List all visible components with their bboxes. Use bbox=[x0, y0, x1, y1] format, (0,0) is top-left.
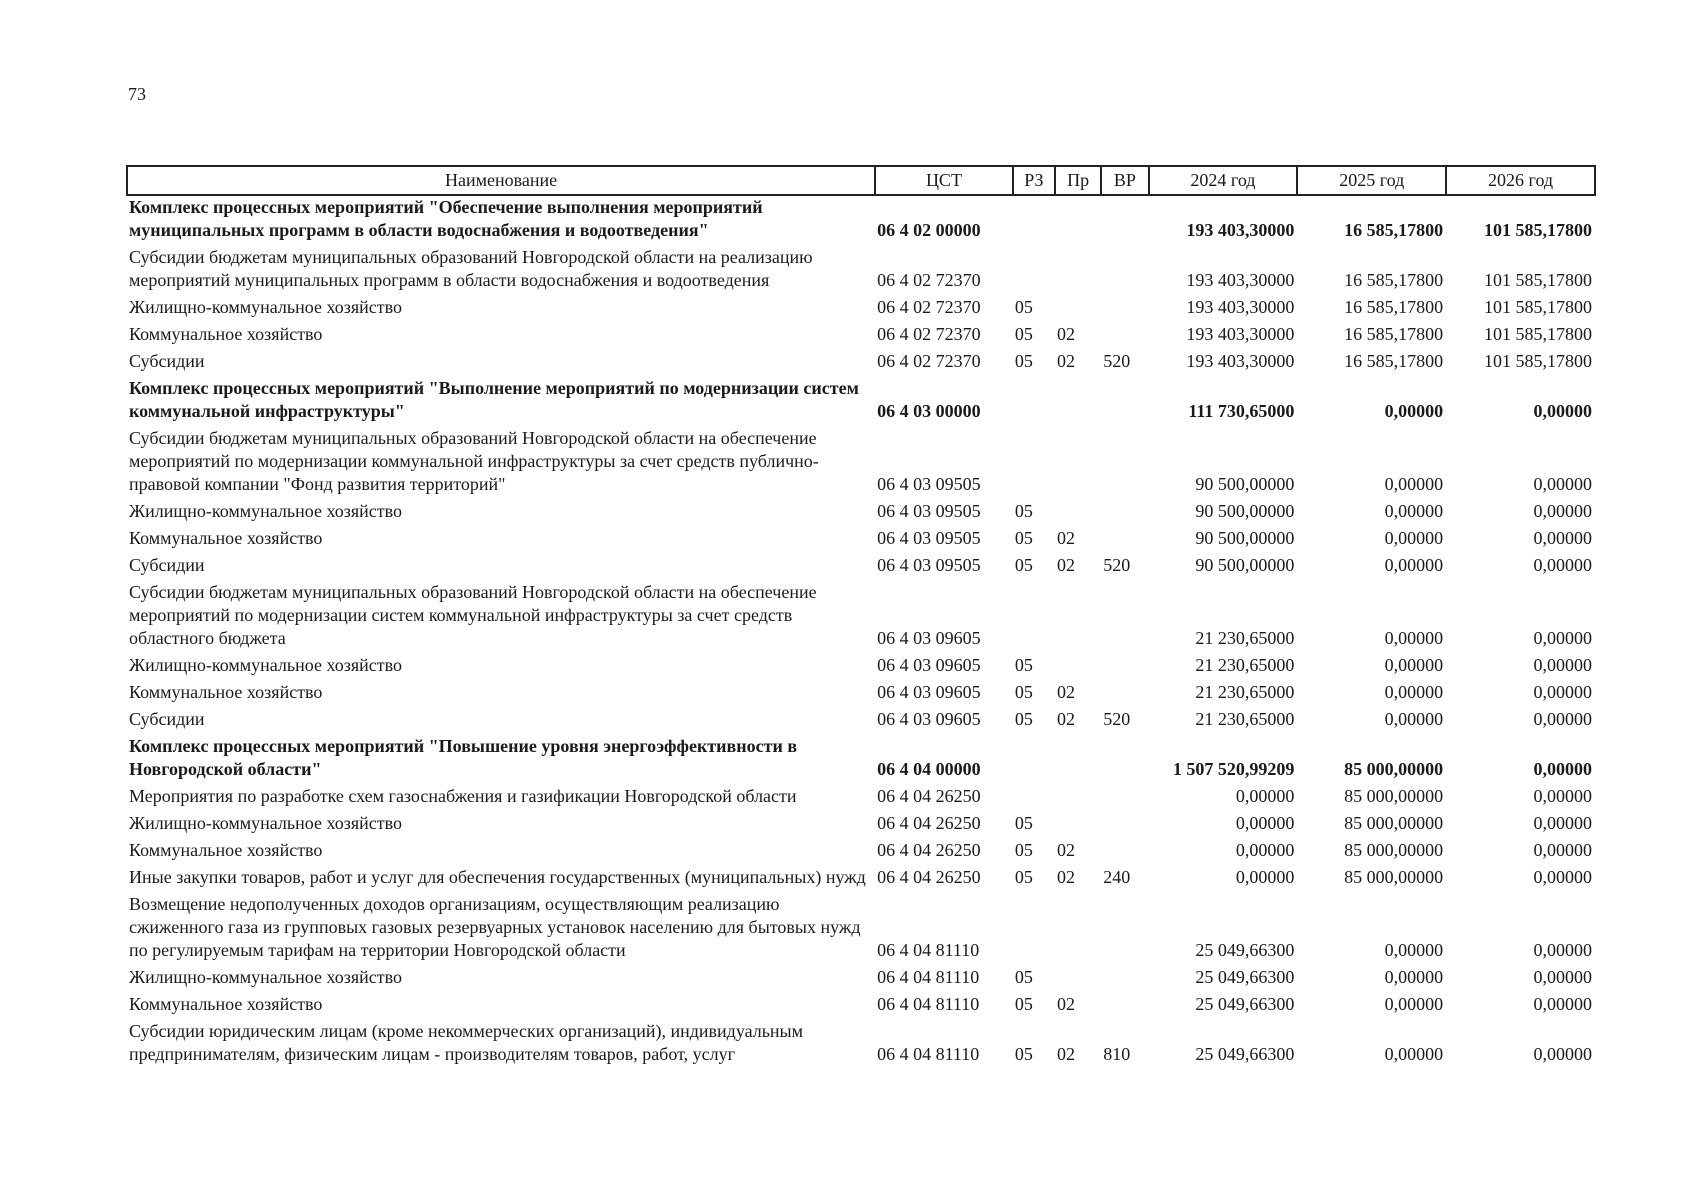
table-row bbox=[127, 427, 1595, 500]
cell-2024: 21 230,65000 bbox=[1195, 709, 1295, 729]
cell-2025: 0,00000 bbox=[1384, 401, 1444, 421]
cell-2025: 16 585,17800 bbox=[1344, 351, 1444, 371]
cell-vr: 520 bbox=[1103, 555, 1131, 575]
cell-vr bbox=[1101, 681, 1148, 708]
table-row bbox=[127, 708, 1595, 735]
cell-cst: 06 4 04 26250 bbox=[877, 867, 981, 887]
cell-cst: 06 4 03 00000 bbox=[877, 401, 981, 421]
cell-2026: 0,00000 bbox=[1533, 1044, 1592, 1064]
cell-2025: 16 585,17800 bbox=[1344, 220, 1444, 240]
cell-cst: 06 4 03 09605 bbox=[877, 628, 981, 648]
cell-rz: 05 bbox=[1014, 1044, 1033, 1064]
cell-pr: 02 bbox=[1057, 709, 1076, 729]
cell-vr bbox=[1101, 839, 1148, 866]
cell-2026: 0,00000 bbox=[1533, 709, 1592, 729]
cell-name: Коммунальное хозяйство bbox=[129, 840, 323, 860]
cell-name: Коммунальное хозяйство bbox=[129, 324, 323, 344]
cell-2024: 90 500,00000 bbox=[1195, 555, 1295, 575]
cell-2026: 0,00000 bbox=[1533, 528, 1592, 548]
cell-2026: 0,00000 bbox=[1533, 555, 1592, 575]
cell-rz bbox=[1013, 427, 1055, 500]
cell-vr bbox=[1101, 654, 1148, 681]
table-row bbox=[127, 500, 1595, 527]
cell-cst: 06 4 04 81110 bbox=[877, 967, 980, 987]
cell-vr bbox=[1101, 323, 1148, 350]
cell-2025: 16 585,17800 bbox=[1344, 297, 1444, 317]
cell-pr bbox=[1055, 427, 1101, 500]
cell-rz: 05 bbox=[1014, 682, 1033, 702]
cell-2025: 0,00000 bbox=[1384, 967, 1444, 987]
cell-2024: 90 500,00000 bbox=[1195, 528, 1295, 548]
cell-rz bbox=[1013, 785, 1055, 812]
cell-2026: 101 585,17800 bbox=[1484, 351, 1592, 371]
cell-rz: 05 bbox=[1014, 967, 1033, 987]
cell-pr bbox=[1055, 785, 1101, 812]
cell-2026: 0,00000 bbox=[1533, 474, 1592, 494]
cell-name: Жилищно-коммунальное хозяйство bbox=[129, 967, 403, 987]
cell-2024: 193 403,30000 bbox=[1186, 297, 1295, 317]
cell-2026: 0,00000 bbox=[1533, 759, 1592, 779]
cell-name: Комплекс процессных мероприятий "Выполнение мероприятий по модернизации систем коммунальной инфраструктуры" bbox=[129, 378, 859, 421]
cell-pr: 02 bbox=[1057, 840, 1076, 860]
cell-vr bbox=[1101, 785, 1148, 812]
cell-2026: 0,00000 bbox=[1533, 628, 1592, 648]
cell-cst: 06 4 03 09505 bbox=[877, 501, 981, 521]
cell-pr bbox=[1055, 812, 1101, 839]
cell-2025: 0,00000 bbox=[1384, 682, 1444, 702]
cell-2024: 111 730,65000 bbox=[1188, 401, 1295, 421]
header-pr: Пр bbox=[1055, 166, 1101, 195]
cell-vr bbox=[1101, 812, 1148, 839]
table-row bbox=[127, 993, 1595, 1020]
cell-rz: 05 bbox=[1014, 351, 1033, 371]
cell-rz bbox=[1013, 893, 1055, 966]
cell-name: Субсидии bbox=[129, 555, 205, 575]
cell-pr: 02 bbox=[1057, 867, 1076, 887]
cell-2026: 0,00000 bbox=[1533, 501, 1592, 521]
cell-cst: 06 4 03 09605 bbox=[877, 682, 981, 702]
cell-name: Жилищно-коммунальное хозяйство bbox=[129, 501, 403, 521]
cell-2024: 193 403,30000 bbox=[1186, 270, 1295, 290]
cell-2024: 0,00000 bbox=[1235, 786, 1295, 806]
table-row-total bbox=[127, 195, 1595, 246]
cell-name: Субсидии бюджетам муниципальных образований Новгородской области на обеспечение мероприятий по модернизации систем коммунальной инфраструктуры за счет средств областного бюджета bbox=[129, 582, 817, 648]
cell-name: Субсидии bbox=[129, 709, 205, 729]
header-2026: 2026 год bbox=[1446, 166, 1595, 195]
table-row bbox=[127, 866, 1595, 893]
cell-vr bbox=[1101, 735, 1148, 785]
cell-2025: 0,00000 bbox=[1384, 940, 1444, 960]
cell-pr bbox=[1055, 377, 1101, 427]
cell-cst: 06 4 04 26250 bbox=[877, 840, 981, 860]
table-header bbox=[127, 166, 1595, 195]
cell-cst: 06 4 03 09505 bbox=[877, 528, 981, 548]
cell-cst: 06 4 04 26250 bbox=[877, 786, 981, 806]
cell-2026: 0,00000 bbox=[1533, 840, 1592, 860]
table-row bbox=[127, 323, 1595, 350]
cell-vr bbox=[1101, 993, 1148, 1020]
table-row bbox=[127, 893, 1595, 966]
cell-rz: 05 bbox=[1014, 555, 1033, 575]
cell-pr bbox=[1055, 966, 1101, 993]
cell-pr bbox=[1055, 735, 1101, 785]
table-row-total bbox=[127, 377, 1595, 427]
cell-2026: 0,00000 bbox=[1533, 786, 1592, 806]
cell-pr: 02 bbox=[1057, 555, 1076, 575]
cell-rz: 05 bbox=[1014, 501, 1033, 521]
table-row bbox=[127, 785, 1595, 812]
cell-2024: 25 049,66300 bbox=[1195, 940, 1295, 960]
cell-cst: 06 4 02 72370 bbox=[877, 324, 981, 344]
cell-2025: 16 585,17800 bbox=[1344, 324, 1444, 344]
cell-vr bbox=[1101, 296, 1148, 323]
table-row bbox=[127, 246, 1595, 296]
cell-2025: 0,00000 bbox=[1384, 501, 1444, 521]
cell-2026: 101 585,17800 bbox=[1484, 324, 1592, 344]
cell-rz bbox=[1013, 735, 1055, 785]
cell-name: Комплекс процессных мероприятий "Обеспечение выполнения мероприятий муниципальных программ в области водоснабжения и водоотведения" bbox=[129, 197, 763, 240]
table-row bbox=[127, 839, 1595, 866]
cell-2025: 0,00000 bbox=[1384, 655, 1444, 675]
cell-rz: 05 bbox=[1014, 867, 1033, 887]
cell-cst: 06 4 04 81110 bbox=[877, 940, 980, 960]
cell-2025: 85 000,00000 bbox=[1344, 786, 1444, 806]
cell-2026: 0,00000 bbox=[1533, 682, 1592, 702]
cell-2024: 0,00000 bbox=[1235, 867, 1295, 887]
header-2024: 2024 год bbox=[1149, 166, 1298, 195]
cell-vr bbox=[1101, 893, 1148, 966]
budget-table bbox=[126, 165, 1596, 1070]
cell-2025: 0,00000 bbox=[1384, 628, 1444, 648]
cell-2025: 0,00000 bbox=[1384, 528, 1444, 548]
table-row bbox=[127, 654, 1595, 681]
cell-pr bbox=[1055, 296, 1101, 323]
cell-name: Возмещение недополученных доходов организациям, осуществляющим реализацию сжиженного газа из групповых газовых резервуарных установок населению для бытовых нужд по регулируемым тарифам на территории Новгородской области bbox=[129, 894, 861, 960]
cell-2024: 193 403,30000 bbox=[1186, 324, 1295, 344]
cell-rz: 05 bbox=[1014, 840, 1033, 860]
cell-cst: 06 4 03 09505 bbox=[877, 555, 981, 575]
table-body bbox=[127, 195, 1595, 1070]
cell-2024: 25 049,66300 bbox=[1195, 994, 1295, 1014]
header-2025: 2025 год bbox=[1297, 166, 1446, 195]
cell-name: Субсидии бюджетам муниципальных образований Новгородской области на реализацию мероприятий муниципальных программ в области водоснабжения и водоотведения bbox=[129, 247, 813, 290]
cell-2026: 101 585,17800 bbox=[1484, 270, 1592, 290]
table-row bbox=[127, 554, 1595, 581]
cell-vr bbox=[1101, 966, 1148, 993]
cell-2026: 0,00000 bbox=[1533, 940, 1592, 960]
cell-pr bbox=[1055, 195, 1101, 246]
cell-2026: 0,00000 bbox=[1533, 655, 1592, 675]
cell-cst: 06 4 04 00000 bbox=[877, 759, 981, 779]
cell-rz: 05 bbox=[1014, 709, 1033, 729]
cell-rz bbox=[1013, 246, 1055, 296]
cell-2025: 0,00000 bbox=[1384, 1044, 1444, 1064]
cell-vr bbox=[1101, 246, 1148, 296]
cell-name: Коммунальное хозяйство bbox=[129, 528, 323, 548]
cell-2026: 0,00000 bbox=[1533, 967, 1592, 987]
cell-2024: 193 403,30000 bbox=[1186, 220, 1295, 240]
table-row bbox=[127, 681, 1595, 708]
cell-rz bbox=[1013, 377, 1055, 427]
cell-rz: 05 bbox=[1014, 297, 1033, 317]
cell-vr: 520 bbox=[1103, 709, 1131, 729]
cell-2025: 0,00000 bbox=[1384, 474, 1444, 494]
cell-rz: 05 bbox=[1014, 528, 1033, 548]
cell-rz bbox=[1013, 195, 1055, 246]
cell-vr: 520 bbox=[1103, 351, 1131, 371]
header-cst: ЦСТ bbox=[875, 166, 1013, 195]
cell-vr bbox=[1101, 581, 1148, 654]
cell-2025: 0,00000 bbox=[1384, 709, 1444, 729]
cell-2025: 16 585,17800 bbox=[1344, 270, 1444, 290]
cell-2026: 0,00000 bbox=[1533, 994, 1592, 1014]
cell-vr: 810 bbox=[1103, 1044, 1131, 1064]
cell-rz: 05 bbox=[1014, 994, 1033, 1014]
cell-2024: 21 230,65000 bbox=[1195, 655, 1295, 675]
cell-cst: 06 4 02 72370 bbox=[877, 351, 981, 371]
cell-2024: 21 230,65000 bbox=[1195, 682, 1295, 702]
cell-cst: 06 4 04 81110 bbox=[877, 994, 980, 1014]
cell-name: Коммунальное хозяйство bbox=[129, 682, 323, 702]
cell-pr bbox=[1055, 246, 1101, 296]
cell-name: Субсидии юридическим лицам (кроме некоммерческих организаций), индивидуальным предпринимателям, физическим лицам - производителям товаров, работ, услуг bbox=[129, 1021, 804, 1064]
cell-2024: 25 049,66300 bbox=[1195, 1044, 1295, 1064]
cell-cst: 06 4 03 09505 bbox=[877, 474, 981, 494]
table-row bbox=[127, 1020, 1595, 1070]
cell-name: Субсидии бюджетам муниципальных образований Новгородской области на обеспечение мероприятий по модернизации коммунальной инфраструктуры за счет средств публично-правовой компании "Фонд развития территорий" bbox=[129, 428, 819, 494]
table-row bbox=[127, 966, 1595, 993]
table-row bbox=[127, 581, 1595, 654]
cell-vr: 240 bbox=[1103, 867, 1131, 887]
cell-name: Иные закупки товаров, работ и услуг для обеспечения государственных (муниципальных) нужд bbox=[129, 867, 866, 887]
cell-name: Жилищно-коммунальное хозяйство bbox=[129, 813, 403, 833]
cell-cst: 06 4 03 09605 bbox=[877, 709, 981, 729]
cell-2025: 0,00000 bbox=[1384, 994, 1444, 1014]
cell-2025: 85 000,00000 bbox=[1344, 759, 1444, 779]
cell-2025: 85 000,00000 bbox=[1344, 840, 1444, 860]
header-row bbox=[127, 166, 1595, 195]
cell-pr: 02 bbox=[1057, 528, 1076, 548]
cell-2024: 90 500,00000 bbox=[1195, 501, 1295, 521]
cell-vr bbox=[1101, 527, 1148, 554]
cell-2024: 25 049,66300 bbox=[1195, 967, 1295, 987]
cell-name: Комплекс процессных мероприятий "Повышение уровня энергоэффективности в Новгородской области" bbox=[129, 736, 798, 779]
cell-pr bbox=[1055, 654, 1101, 681]
cell-pr bbox=[1055, 581, 1101, 654]
cell-2026: 0,00000 bbox=[1533, 401, 1592, 421]
cell-name: Коммунальное хозяйство bbox=[129, 994, 323, 1014]
cell-vr bbox=[1101, 377, 1148, 427]
cell-2026: 0,00000 bbox=[1533, 813, 1592, 833]
cell-2024: 0,00000 bbox=[1235, 840, 1295, 860]
cell-cst: 06 4 03 09605 bbox=[877, 655, 981, 675]
cell-pr bbox=[1055, 893, 1101, 966]
cell-pr: 02 bbox=[1057, 351, 1076, 371]
cell-2025: 85 000,00000 bbox=[1344, 813, 1444, 833]
header-name: Наименование bbox=[127, 166, 875, 195]
cell-rz: 05 bbox=[1014, 324, 1033, 344]
table-row bbox=[127, 812, 1595, 839]
table-row bbox=[127, 527, 1595, 554]
cell-2025: 0,00000 bbox=[1384, 555, 1444, 575]
cell-rz bbox=[1013, 581, 1055, 654]
cell-vr bbox=[1101, 427, 1148, 500]
cell-2024: 193 403,30000 bbox=[1186, 351, 1295, 371]
cell-cst: 06 4 02 72370 bbox=[877, 270, 981, 290]
cell-rz: 05 bbox=[1014, 813, 1033, 833]
header-vr: ВР bbox=[1101, 166, 1148, 195]
cell-rz: 05 bbox=[1014, 655, 1033, 675]
cell-cst: 06 4 04 26250 bbox=[877, 813, 981, 833]
header-rz: РЗ bbox=[1013, 166, 1055, 195]
page-number: 73 bbox=[128, 84, 146, 104]
table-row bbox=[127, 296, 1595, 323]
cell-cst: 06 4 04 81110 bbox=[877, 1044, 980, 1064]
cell-2026: 101 585,17800 bbox=[1484, 297, 1592, 317]
cell-pr bbox=[1055, 500, 1101, 527]
cell-name: Мероприятия по разработке схем газоснабжения и газификации Новгородской области bbox=[129, 786, 797, 806]
cell-2025: 85 000,00000 bbox=[1344, 867, 1444, 887]
cell-vr bbox=[1101, 195, 1148, 246]
cell-2024: 1 507 520,99209 bbox=[1172, 759, 1295, 779]
cell-pr: 02 bbox=[1057, 1044, 1076, 1064]
cell-pr: 02 bbox=[1057, 994, 1076, 1014]
cell-vr bbox=[1101, 500, 1148, 527]
cell-cst: 06 4 02 00000 bbox=[877, 220, 981, 240]
cell-pr: 02 bbox=[1057, 324, 1076, 344]
cell-2024: 0,00000 bbox=[1235, 813, 1295, 833]
cell-2024: 90 500,00000 bbox=[1195, 474, 1295, 494]
cell-2026: 0,00000 bbox=[1533, 867, 1592, 887]
cell-cst: 06 4 02 72370 bbox=[877, 297, 981, 317]
cell-name: Субсидии bbox=[129, 351, 205, 371]
cell-pr: 02 bbox=[1057, 682, 1076, 702]
cell-name: Жилищно-коммунальное хозяйство bbox=[129, 655, 403, 675]
cell-2024: 21 230,65000 bbox=[1195, 628, 1295, 648]
table-row-total bbox=[127, 735, 1595, 785]
cell-2026: 101 585,17800 bbox=[1484, 220, 1592, 240]
table-row bbox=[127, 350, 1595, 377]
cell-name: Жилищно-коммунальное хозяйство bbox=[129, 297, 403, 317]
